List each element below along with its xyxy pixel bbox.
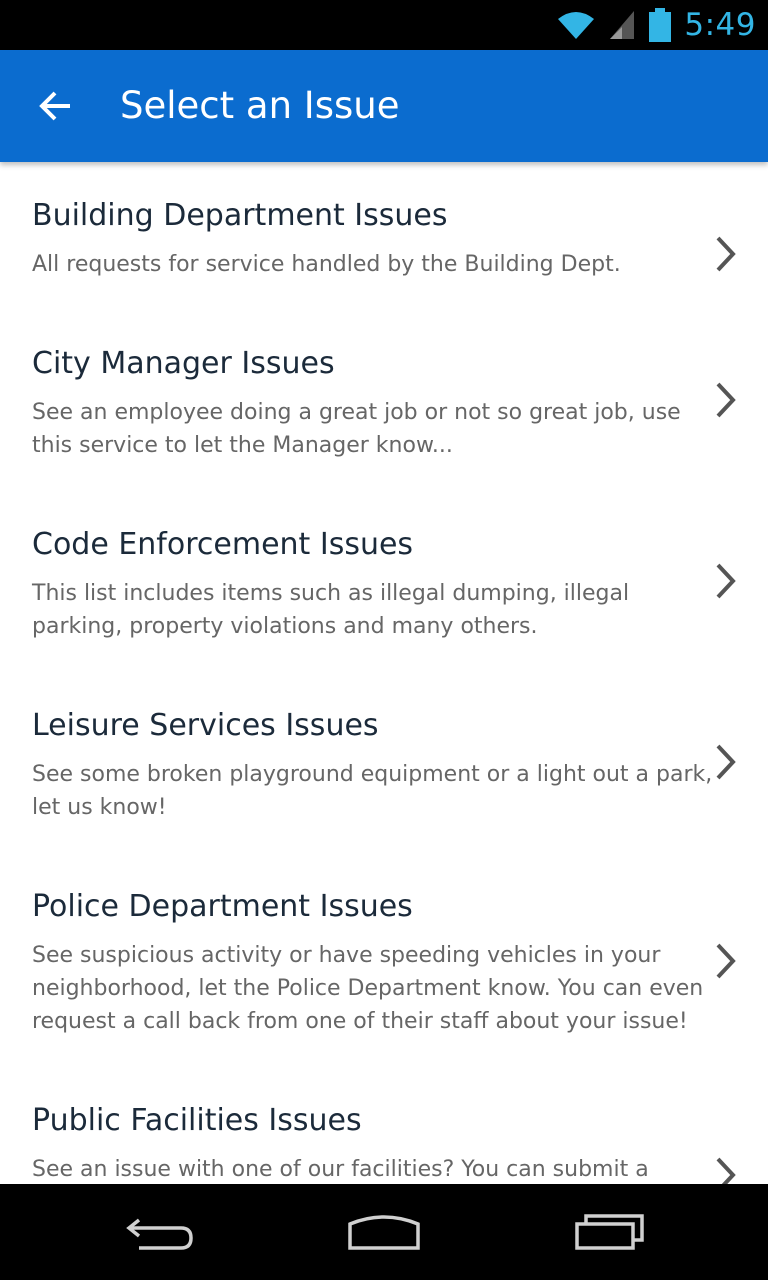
home-nav-icon — [346, 1212, 422, 1252]
issue-item-police-department[interactable] — [0, 889, 768, 1054]
chevron-right-icon — [714, 941, 738, 981]
issue-item-city-manager[interactable] — [0, 346, 768, 476]
nav-recents-button[interactable] — [550, 1198, 670, 1266]
status-bar — [0, 0, 768, 50]
issue-item-public-facilities[interactable] — [0, 1103, 768, 1184]
issue-item-building-department[interactable] — [0, 198, 768, 298]
issue-list[interactable] — [0, 162, 768, 1184]
issue-description: See an issue with one of our facilities? You can submit a — [32, 1157, 649, 1182]
issue-description: See some broken playground equipment or a light out a park, let us know! — [32, 762, 713, 820]
battery-icon — [648, 8, 672, 42]
back-nav-icon — [125, 1212, 195, 1252]
app-bar — [0, 50, 768, 162]
issue-title: Code Enforcement Issues — [32, 527, 414, 562]
issue-description: See suspicious activity or have speeding vehicles in your neighborhood, let the Police Department know. You can even request a call back from one of their staff about your issue! — [32, 943, 704, 1034]
status-icons — [556, 0, 756, 50]
nav-home-button[interactable] — [324, 1198, 444, 1266]
system-nav-bar — [0, 1184, 768, 1280]
issue-description: This list includes items such as illegal dumping, illegal parking, property violations and many others. — [32, 581, 630, 639]
chevron-right-icon — [714, 380, 738, 420]
arrow-left-icon — [38, 89, 74, 123]
issue-title: City Manager Issues — [32, 346, 335, 381]
issue-item-code-enforcement[interactable] — [0, 527, 768, 657]
issue-description: See an employee doing a great job or not so great job, use this service to let the Manager know... — [32, 400, 681, 458]
wifi-icon — [556, 9, 596, 41]
chevron-right-icon — [714, 1155, 738, 1184]
issue-item-leisure-services[interactable] — [0, 708, 768, 838]
recents-nav-icon — [574, 1212, 646, 1252]
issue-title: Public Facilities Issues — [32, 1103, 362, 1138]
page-title: Select an Issue — [120, 84, 400, 127]
issue-description: All requests for service handled by the Building Dept. — [32, 252, 621, 277]
back-button[interactable] — [24, 78, 88, 134]
status-time: 5:49 — [684, 7, 756, 43]
issue-title: Leisure Services Issues — [32, 708, 379, 743]
cell-signal-icon — [608, 9, 636, 41]
issue-title: Building Department Issues — [32, 198, 448, 233]
issue-title: Police Department Issues — [32, 889, 413, 924]
nav-back-button[interactable] — [100, 1198, 220, 1266]
chevron-right-icon — [714, 561, 738, 601]
chevron-right-icon — [714, 234, 738, 274]
chevron-right-icon — [714, 742, 738, 782]
